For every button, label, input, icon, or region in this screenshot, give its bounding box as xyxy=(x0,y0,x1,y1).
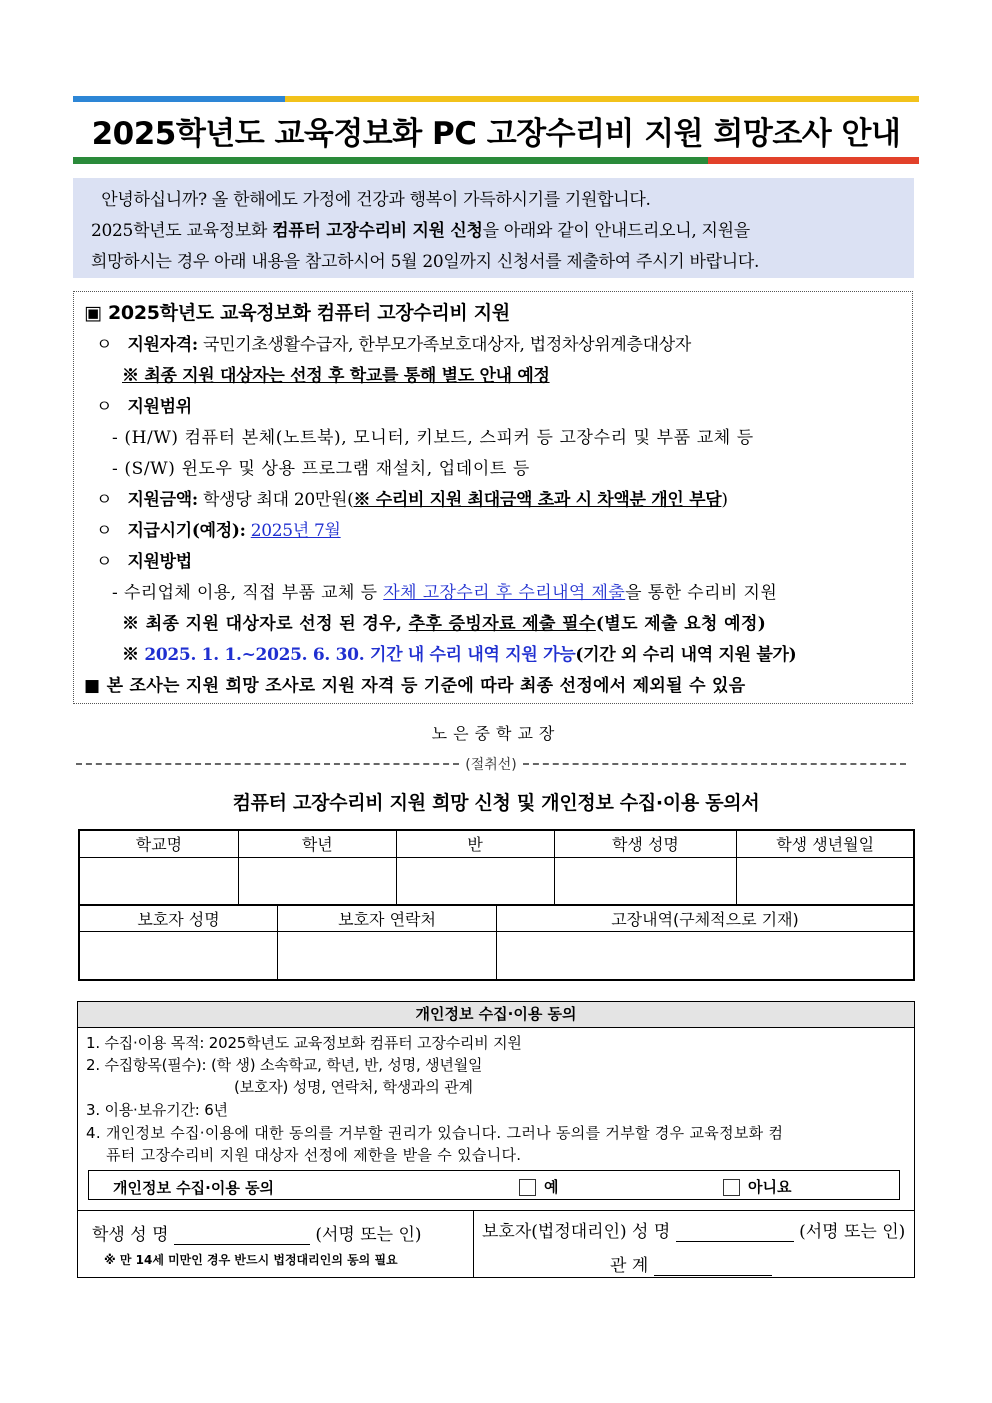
grade-header: 학년 xyxy=(238,830,396,857)
info-heading: ▣ 2025학년도 교육정보화 컴퓨터 고장수리비 지원 xyxy=(84,302,510,324)
method-note-1: ※ 최종 지원 대상자로 선정 된 경우, 추후 증빙자료 제출 필수(별도 제출 요청 예정) xyxy=(122,614,767,634)
intro-line-1: 안녕하십니까? 올 한해에도 가정에 건강과 행복이 가득하시기를 기원합니다. xyxy=(101,190,651,210)
guardian-name-field[interactable] xyxy=(79,932,278,980)
guardian-signature-field[interactable] xyxy=(676,1223,794,1242)
consent-item-1: 1. 수집·이용 목적: 2025학년도 교육정보화 컴퓨터 고장수리비 지원 xyxy=(86,1034,522,1052)
black-square-icon: ■ xyxy=(84,676,101,696)
guardian-contact-header: 보호자 연락처 xyxy=(278,906,497,932)
method-note-2: ※ 2025. 1. 1.~2025. 6. 30. 기간 내 수리 내역 지원 가능(기간 외 수리 내역 지원 불가) xyxy=(122,645,797,665)
guardian-name-header: 보호자 성명 xyxy=(79,906,278,932)
bullet-icon: ㅇ xyxy=(96,521,113,541)
relation-field[interactable] xyxy=(654,1257,772,1276)
agree-label: 개인정보 수집·이용 동의 xyxy=(113,1179,275,1197)
support-info-box xyxy=(73,291,913,704)
intro-line-3: 희망하시는 경우 아래 내용을 참고하시어 5월 20일까지 신청서를 제출하여 주시기 바랍니다. xyxy=(91,252,760,272)
bullet-icon: ㅇ xyxy=(96,552,113,572)
agree-no-option[interactable]: 아니요 xyxy=(723,1176,791,1197)
scope-hw: - (H/W) 컴퓨터 본체(노트북), 모니터, 키보드, 스피커 등 고장수리 및 부품 교체 등 xyxy=(112,428,754,448)
form-title: 컴퓨터 고장수리비 지원 희망 신청 및 개인정보 수집·이용 동의서 xyxy=(232,792,760,814)
eligibility-line: ㅇ 지원자격: 국민기초생활수급자, 한부모가족보호대상자, 법정차상위계층대상자 xyxy=(96,335,691,355)
student-age-note: ※ 만 14세 미만인 경우 반드시 법정대리인의 동의 필요 xyxy=(104,1253,398,1267)
consent-agree-row xyxy=(88,1170,900,1200)
amount-line: ㅇ 지원금액: 학생당 최대 20만원(※ 수리비 지원 최대금액 초과 시 차액분 개인 부담) xyxy=(96,490,728,510)
fault-details-header: 고장내역(구체적으로 기재) xyxy=(497,906,914,932)
final-note: ■ 본 조사는 지원 희망 조사로 지원 자격 등 기준에 따라 최종 선정에서 제외될 수 있음 xyxy=(84,676,746,696)
agree-yes-option[interactable]: 예 xyxy=(519,1176,559,1197)
student-signature-field[interactable] xyxy=(174,1226,310,1245)
scope-line: ㅇ 지원범위 xyxy=(96,397,192,417)
bullet-icon: ㅇ xyxy=(96,490,113,510)
privacy-consent-box xyxy=(77,1001,915,1278)
intro-box xyxy=(73,178,914,278)
title-bottom-bar xyxy=(73,157,919,164)
bullet-icon: ㅇ xyxy=(96,335,113,355)
fault-details-field[interactable] xyxy=(497,932,914,980)
intro-line-2: 2025학년도 교육정보화 컴퓨터 고장수리비 지원 신청을 아래와 같이 안내드리오니, 지원을 xyxy=(91,221,750,241)
principal-signature: 노은중학교장 xyxy=(431,724,561,743)
consent-item-4: 4. 개인정보 수집·이용에 대한 동의를 거부할 권리가 있습니다. 그러나 동의를 거부할 경우 교육정보화 컴 xyxy=(86,1124,784,1142)
school-name-field[interactable] xyxy=(79,857,238,905)
consent-item-2: 2. 수집항목(필수): (학 생) 소속학교, 학년, 반, 성명, 생년월일 xyxy=(86,1056,483,1074)
student-info-table xyxy=(78,829,915,906)
class-header: 반 xyxy=(396,830,554,857)
guardian-signature-line: 보호자(법정대리인) 성 명 (서명 또는 인) xyxy=(482,1222,906,1242)
bullet-icon: ㅇ xyxy=(96,397,113,417)
student-birthdate-header: 학생 생년월일 xyxy=(737,830,914,857)
student-signature-line: 학생 성 명 (서명 또는 인) xyxy=(92,1225,422,1245)
no-checkbox[interactable] xyxy=(723,1179,740,1196)
scope-sw: - (S/W) 윈도우 및 상용 프로그램 재설치, 업데이트 등 xyxy=(112,459,530,479)
square-icon: ▣ xyxy=(84,302,102,324)
student-birthdate-field[interactable] xyxy=(737,857,914,905)
page-title: 2025학년도 교육정보화 PC 고장수리비 지원 희망조사 안내 xyxy=(91,116,901,152)
school-name-header: 학교명 xyxy=(79,830,238,857)
guardian-info-table xyxy=(78,905,915,981)
timing-line: ㅇ 지급시기(예정): 2025년 7월 xyxy=(96,521,341,541)
cut-line xyxy=(76,754,906,774)
signature-row xyxy=(78,1210,914,1278)
consent-item-2b: (보호자) 성명, 연락처, 학생과의 관계 xyxy=(234,1078,473,1096)
consent-item-3: 3. 이용·보유기간: 6년 xyxy=(86,1101,228,1119)
method-detail: - 수리업체 이용, 직접 부품 교체 등 자체 고장수리 후 수리내역 제출을 통한 수리비 지원 xyxy=(112,583,778,603)
eligibility-note: ※ 최종 지원 대상자는 선정 후 학교를 통해 별도 안내 예정 xyxy=(122,366,550,386)
consent-item-4b: 퓨터 고장수리비 지원 대상자 선정에 제한을 받을 수 있습니다. xyxy=(106,1146,522,1164)
guardian-contact-field[interactable] xyxy=(278,932,497,980)
yes-checkbox[interactable] xyxy=(519,1179,536,1196)
consent-title: 개인정보 수집·이용 동의 xyxy=(78,1002,914,1028)
method-line: ㅇ 지원방법 xyxy=(96,552,192,572)
title-top-bar xyxy=(73,96,919,102)
grade-field[interactable] xyxy=(238,857,396,905)
class-field[interactable] xyxy=(396,857,554,905)
student-name-header: 학생 성명 xyxy=(554,830,737,857)
student-name-field[interactable] xyxy=(554,857,737,905)
cut-line-label: (절취선) xyxy=(465,757,517,773)
relation-line: 관 계 xyxy=(610,1251,772,1276)
